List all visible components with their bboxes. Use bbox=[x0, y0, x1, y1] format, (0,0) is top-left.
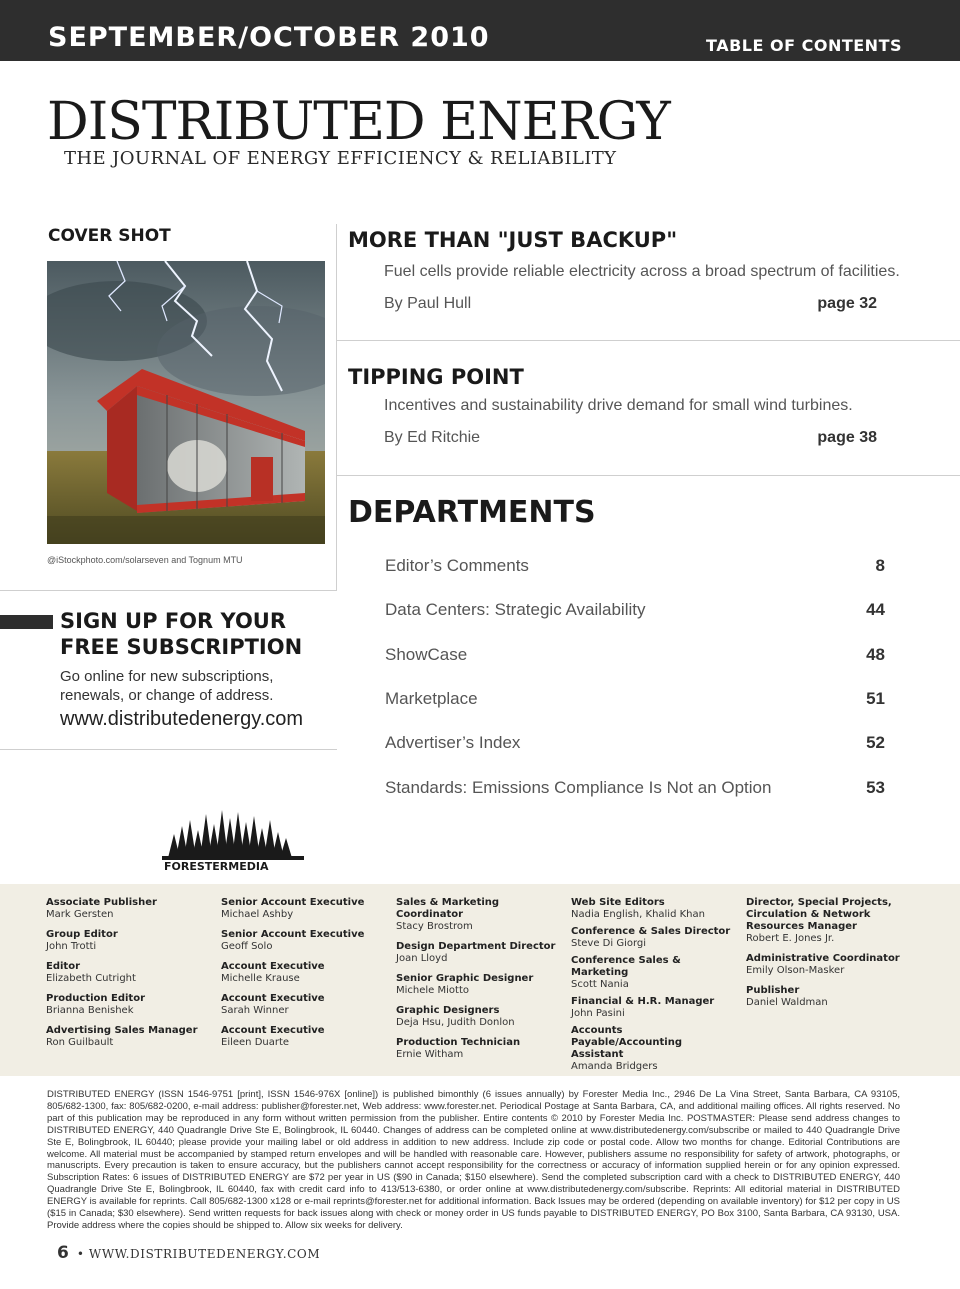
feature-divider bbox=[337, 340, 960, 341]
staff-role: Editor bbox=[46, 961, 80, 972]
staff-role: Production Technician bbox=[396, 1037, 521, 1048]
department-name: Advertiser’s Index bbox=[385, 733, 521, 752]
department-name: Marketplace bbox=[385, 689, 478, 708]
staff-role: Sales & Marketing Coordinator bbox=[396, 897, 500, 920]
staff-column bbox=[46, 897, 211, 1057]
signup-accent-bar bbox=[0, 615, 53, 629]
department-row bbox=[385, 733, 885, 755]
staff-role: Senior Account Executive bbox=[221, 897, 365, 908]
staff-name: Michael Ashby bbox=[221, 909, 294, 920]
department-page: 44 bbox=[866, 600, 885, 619]
department-page: 8 bbox=[875, 556, 885, 575]
department-row bbox=[385, 600, 885, 622]
forester-media-logo bbox=[160, 808, 306, 872]
staff-box bbox=[0, 884, 960, 1076]
feature-deck: Fuel cells provide reliable electricity across a broad spectrum of facilities. bbox=[384, 263, 900, 280]
staff-role: Advertising Sales Manager bbox=[46, 1025, 198, 1036]
department-page: 52 bbox=[866, 733, 885, 752]
department-page: 53 bbox=[866, 778, 885, 797]
staff-name: Steve Di Giorgi bbox=[571, 938, 647, 949]
feature-deck: Incentives and sustainability drive demand for small wind turbines. bbox=[384, 397, 853, 414]
staff-name: Scott Nania bbox=[571, 979, 629, 990]
staff-role: Conference Sales & Marketing bbox=[571, 955, 681, 978]
staff-role: Director, Special Projects, Circulation & Network Resources Manager bbox=[746, 897, 892, 932]
staff-column bbox=[221, 897, 386, 1057]
staff-name: Michele Miotto bbox=[396, 985, 469, 996]
staff-name: Michelle Krause bbox=[221, 973, 300, 984]
issue-date: SEPTEMBER/OCTOBER 2010 bbox=[48, 22, 490, 53]
signup-heading: SIGN UP FOR YOUR FREE SUBSCRIPTION bbox=[60, 609, 303, 659]
staff-column bbox=[746, 897, 916, 1017]
staff-role: Financial & H.R. Manager bbox=[571, 996, 715, 1007]
staff-name: Stacy Brostrom bbox=[396, 921, 473, 932]
feature-title: MORE THAN "JUST BACKUP" bbox=[348, 228, 678, 252]
staff-role: Design Department Director bbox=[396, 941, 556, 952]
staff-role: Graphic Designers bbox=[396, 1005, 500, 1016]
feature-byline: By Paul Hull bbox=[384, 295, 472, 312]
staff-role: Senior Account Executive bbox=[221, 929, 365, 940]
section-divider bbox=[0, 749, 337, 750]
column-divider bbox=[336, 224, 337, 591]
staff-name: Emily Olson-Masker bbox=[746, 965, 845, 976]
staff-name: John Trotti bbox=[46, 941, 97, 952]
staff-role: Administrative Coordinator bbox=[746, 953, 900, 964]
staff-role: Group Editor bbox=[46, 929, 118, 940]
staff-name: Eileen Duarte bbox=[221, 1037, 290, 1048]
staff-role: Accounts Payable/Accounting Assistant bbox=[571, 1025, 682, 1060]
staff-role: Senior Graphic Designer bbox=[396, 973, 534, 984]
staff-role: Account Executive bbox=[221, 993, 325, 1004]
section-divider bbox=[0, 590, 337, 591]
department-row bbox=[385, 645, 885, 667]
staff-name: Brianna Benishek bbox=[46, 1005, 134, 1016]
department-name: Editor’s Comments bbox=[385, 556, 529, 575]
staff-role: Publisher bbox=[746, 985, 800, 996]
signup-body: Go online for new subscriptions, renewals, or change of address. bbox=[60, 668, 274, 704]
staff-column bbox=[571, 897, 739, 1081]
header-bar bbox=[0, 0, 960, 61]
staff-name: Robert E. Jones Jr. bbox=[746, 933, 835, 944]
feature-byline: By Ed Ritchie bbox=[384, 429, 481, 446]
footer-url: • WWW.DISTRIBUTEDENERGY.COM bbox=[76, 1247, 321, 1261]
staff-name: Geoff Solo bbox=[221, 941, 273, 952]
staff-name: Nadia English, Khalid Khan bbox=[571, 909, 705, 920]
staff-role: Account Executive bbox=[221, 1025, 325, 1036]
department-row bbox=[385, 556, 885, 578]
feature-page: page 38 bbox=[817, 429, 877, 446]
feature-title: TIPPING POINT bbox=[348, 365, 524, 389]
page-number: 6 bbox=[57, 1243, 69, 1263]
staff-name: Sarah Winner bbox=[221, 1005, 289, 1016]
cover-image bbox=[47, 261, 325, 544]
staff-name: Joan Lloyd bbox=[396, 953, 448, 964]
cover-shot-label: COVER SHOT bbox=[48, 226, 171, 246]
staff-name: Amanda Bridgers bbox=[571, 1061, 658, 1072]
magazine-tagline: THE JOURNAL OF ENERGY EFFICIENCY & RELIABILITY bbox=[64, 148, 617, 169]
signup-url: www.distributedenergy.com bbox=[60, 708, 304, 730]
department-name: Standards: Emissions Compliance Is Not an Option bbox=[385, 778, 772, 797]
staff-name: John Pasini bbox=[571, 1008, 625, 1019]
departments-title: DEPARTMENTS bbox=[348, 495, 596, 530]
page-footer bbox=[57, 1243, 320, 1263]
staff-role: Account Executive bbox=[221, 961, 325, 972]
staff-role: Production Editor bbox=[46, 993, 146, 1004]
logo-text: FORESTERMEDIA bbox=[164, 860, 269, 872]
staff-column bbox=[396, 897, 564, 1069]
staff-role: Conference & Sales Director bbox=[571, 926, 731, 937]
staff-name: Daniel Waldman bbox=[746, 997, 828, 1008]
staff-name: Ron Guilbault bbox=[46, 1037, 114, 1048]
cover-credit: @iStockphoto.com/solarseven and Tognum MTU bbox=[47, 555, 243, 565]
staff-name: Mark Gersten bbox=[46, 909, 114, 920]
department-page: 51 bbox=[866, 689, 885, 708]
department-name: ShowCase bbox=[385, 645, 468, 664]
staff-name: Deja Hsu, Judith Donlon bbox=[396, 1017, 515, 1028]
magazine-title: DISTRIBUTED ENERGY bbox=[47, 92, 670, 152]
publication-notice: DISTRIBUTED ENERGY (ISSN 1546-9751 [print], ISSN 1546-976X [online]) is published bimonthly (6 issues annually) by Forester Media Inc., 2946 De La Vina Street, Santa Barbara, CA 93105, 805/682-1300, fax: 805/682-0200, e-mail address: publisher@forester.net, Web address: www.forester.net. Periodical Postage at Santa Barbara, CA, and additional mailing offices. All rights reserved. No part of this publication may be reproduced in any form without written permission from the publisher. Entire contents © 2010 by Forester Media Inc. POSTMASTER: Please send address changes to DISTRIBUTED ENERGY, 440 Quadrangle Drive Ste E, Bolingbrook, IL 60440. Changes of address can be completed online at www.distributedenergy.com/subscribe or mailed to 440 Quadrangle Drive Ste E, Bolingbrook, IL 60440; please provide your mailing label or old address in addition to new address. Include zip code or postal code. Allow two months for change. Editorial Contributions are welcome. All material must be accompanied by stamped return envelopes and will be handled with reasonable care. However, publishers assume no responsibility for safety of artwork, photographs, or manuscripts. Every precaution is taken to ensure accuracy, but the publishers cannot accept responsibility for the correctness or accuracy of information supplied herein or for any opinion expressed. Subscription Rates: 6 issues of DISTRIBUTED ENERGY are $72 per year in US ($90 in Canada; $150 elsewhere). Send the completed subscription card with a check to DISTRIBUTED ENERGY, 440 Quadrangle Drive Ste E, Bolingbrook, IL 60440, fax with credit card info to 413/513-6380, or order online at www.distributedenergy.com/subscribe. Reprints: All editorial material in DISTRIBUTED ENERGY is available for reprints. Call 805/682-1300 x128 or e-mail reprints@forester.net for additional information. Back Issues may be ordered (depending on available inventory) for $12 per copy in US ($15 in Canada; $30 elsewhere). Send written requests for back issues along with check or money order in US funds payable to DISTRIBUTED ENERGY, PO Box 3100, Santa Barbara, CA 93130, USA. Provide address where the copies should be shipped to. Allow six weeks for delivery. bbox=[47, 1089, 900, 1231]
department-row bbox=[385, 778, 885, 800]
staff-role: Associate Publisher bbox=[46, 897, 157, 908]
staff-name: Ernie Witham bbox=[396, 1049, 464, 1060]
feature-divider bbox=[337, 475, 960, 476]
staff-name: Elizabeth Cutright bbox=[46, 973, 136, 984]
staff-role: Web Site Editors bbox=[571, 897, 665, 908]
department-name: Data Centers: Strategic Availability bbox=[385, 600, 646, 619]
department-row bbox=[385, 689, 885, 711]
feature-page: page 32 bbox=[817, 295, 877, 312]
department-page: 48 bbox=[866, 645, 885, 664]
section-label: TABLE OF CONTENTS bbox=[706, 36, 902, 55]
